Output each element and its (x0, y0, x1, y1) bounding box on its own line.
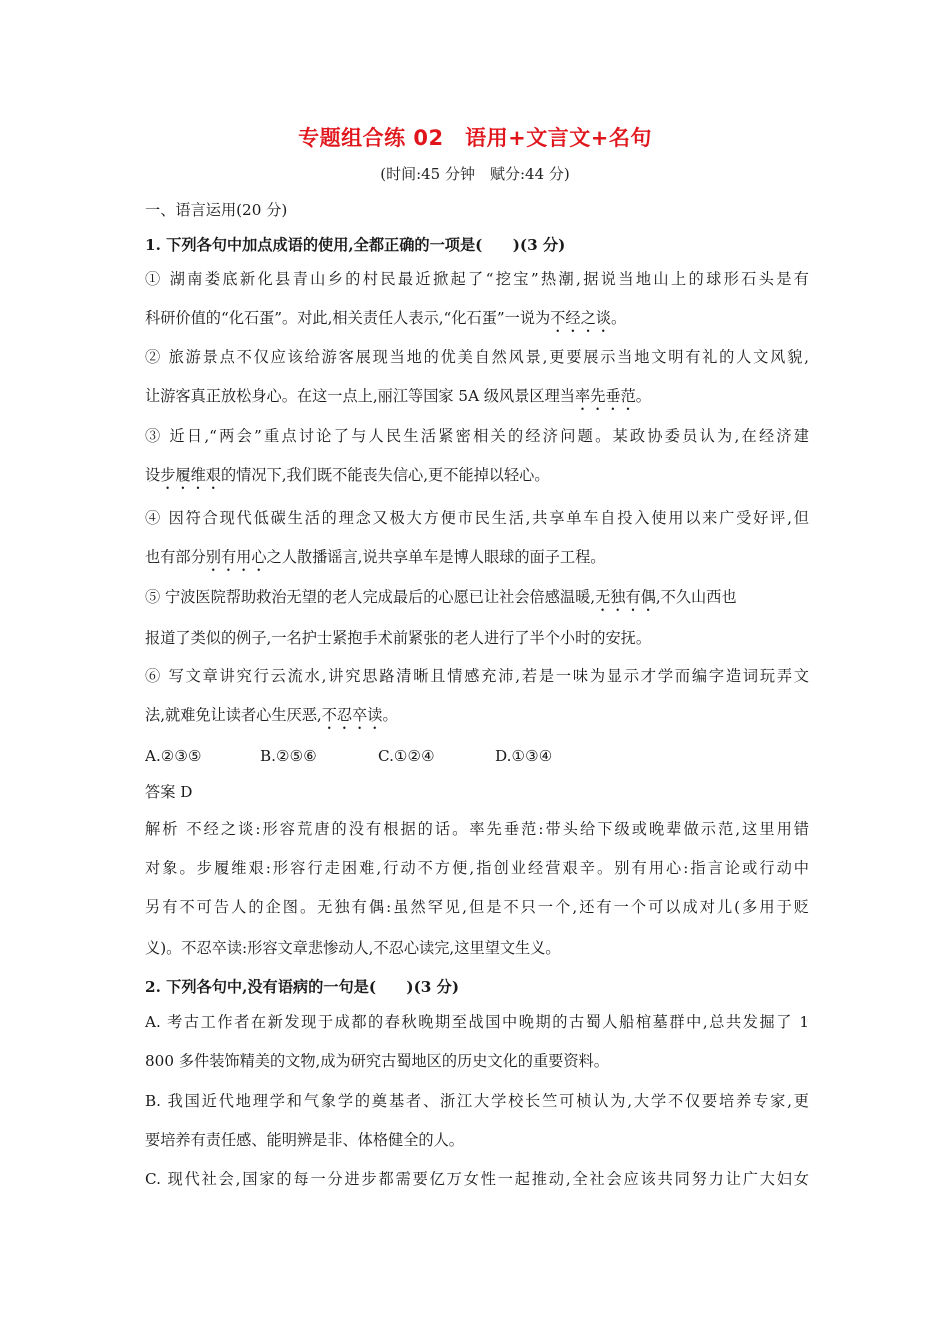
option-c: C.①②④ (378, 747, 435, 765)
idiom-marked: 率先垂范 (575, 387, 636, 405)
q1-analysis-line-1: 解析 不经之谈:形容荒唐的没有根据的话。率先垂范:带头给下级或晚辈做示范,这里用错 (145, 820, 809, 838)
option-b: B.②⑤⑥ (260, 747, 317, 765)
q1-sentence-2-line-1: ② 旅游景点不仅应该给游客展现当地的优美自然风景,更要展示当地文明有礼的人文风貌, (145, 348, 809, 366)
text-segment: ,不久山西也 (655, 588, 737, 606)
text-segment: 。 (382, 706, 398, 724)
page-subtitle: (时间:45 分钟 赋分:44 分) (380, 165, 570, 183)
text-segment: 。 (610, 309, 627, 327)
question-2-stem: 2. 下列各句中,没有语病的一句是( )(3 分) (145, 978, 460, 996)
q1-sentence-6-line-2 (145, 703, 809, 733)
q2-option-c-line-1: C. 现代社会,国家的每一分进步都需要亿万女性一起推动,全社会应该共同努力让广大妇女 (145, 1170, 809, 1188)
q1-analysis-line-3: 另有不可告人的企图。无独有偶:虽然罕见,但是不只一个,还有一个可以成对儿(多用于贬 (145, 898, 809, 916)
q2-option-b-line-1: B. 我国近代地理学和气象学的奠基者、浙江大学校长竺可桢认为,大学不仅要培养专家,更 (145, 1092, 809, 1110)
idiom-marked: 无独有偶 (595, 588, 656, 606)
q1-sentence-3-line-1: ③ 近日,“两会”重点讨论了与人民生活紧密相关的经济问题。某政协委员认为,在经济建 (145, 427, 809, 445)
text-segment: 法,就难免让读者心生厌恶, (145, 706, 322, 724)
text-segment: 之人散播谣言,说共享单车是博人眼球的面子工程。 (266, 548, 606, 566)
q1-analysis-line-2: 对象。步履维艰:形容行走困难,行动不方便,指创业经营艰辛。别有用心:指言论或行动中 (145, 859, 809, 877)
text-segment: 让游客真正放松身心。在这一点上,丽江等国家 5A 级风景区理当 (145, 387, 575, 405)
q1-sentence-2-line-2 (145, 384, 809, 414)
q1-sentence-6-line-1: ⑥ 写文章讲究行云流水,讲究思路清晰且情感充沛,若是一味为显示才学而编字造词玩弄文 (145, 667, 809, 685)
idiom-marked: 步履维艰 (160, 466, 221, 484)
text-segment: ⑤ 宁波医院帮助救治无望的老人完成最后的心愿已让社会倍感温暖, (145, 588, 596, 606)
text-segment: 设 (145, 466, 161, 484)
q1-sentence-5-line-2: 报道了类似的例子,一名护士紧抱手术前紧张的老人进行了半个小时的安抚。 (145, 629, 652, 647)
q1-analysis-line-4: 义)。不忍卒读:形容文章悲惨动人,不忍心读完,这里望文生义。 (145, 939, 561, 957)
question-1-stem: 1. 下列各句中加点成语的使用,全都正确的一项是( )(3 分) (145, 236, 566, 254)
q2-option-b-line-2: 要培养有责任感、能明辨是非、体格健全的人。 (145, 1131, 464, 1149)
text-segment: 科研价值的“化石蛋”。对此,相关责任人表示,“化石蛋”一说为 (145, 309, 551, 327)
idiom-marked: 不忍卒读 (321, 706, 383, 724)
idiom-marked: 别有用心 (205, 548, 267, 566)
q1-options (145, 744, 809, 768)
option-d: D.①③④ (495, 747, 553, 765)
q2-option-a-line-2: 800 多件装饰精美的文物,成为研究古蜀地区的历史文化的重要资料。 (145, 1052, 609, 1070)
q1-sentence-1-line-1: ① 湖南娄底新化县青山乡的村民最近掀起了“挖宝”热潮,据说当地山上的球形石头是有 (145, 270, 809, 288)
option-a: A.②③⑤ (145, 747, 202, 765)
section-heading: 一、语言运用(20 分) (145, 201, 288, 219)
q1-answer: 答案 D (145, 783, 193, 801)
q1-sentence-3-line-2 (145, 463, 809, 493)
page-title: 专题组合练 02 语用+文言文+名句 (298, 126, 652, 150)
q1-sentence-4-line-2 (145, 545, 809, 575)
text-segment: 也有部分 (145, 548, 206, 566)
idiom-marked: 不经之谈 (550, 309, 611, 327)
q2-option-a-line-1: A. 考古工作者在新发现于成都的春秋晚期至战国中晚期的古蜀人船棺墓群中,总共发掘了 1 (145, 1013, 809, 1031)
text-segment: 的情况下,我们既不能丧失信心,更不能掉以轻心。 (220, 466, 550, 484)
text-segment: 。 (635, 387, 651, 405)
q1-sentence-4-line-1: ④ 因符合现代低碳生活的理念又极大方便市民生活,共享单车自投入使用以来广受好评,但 (145, 509, 809, 527)
q1-sentence-5-line-1 (145, 585, 809, 615)
q1-sentence-1-line-2 (145, 306, 809, 336)
